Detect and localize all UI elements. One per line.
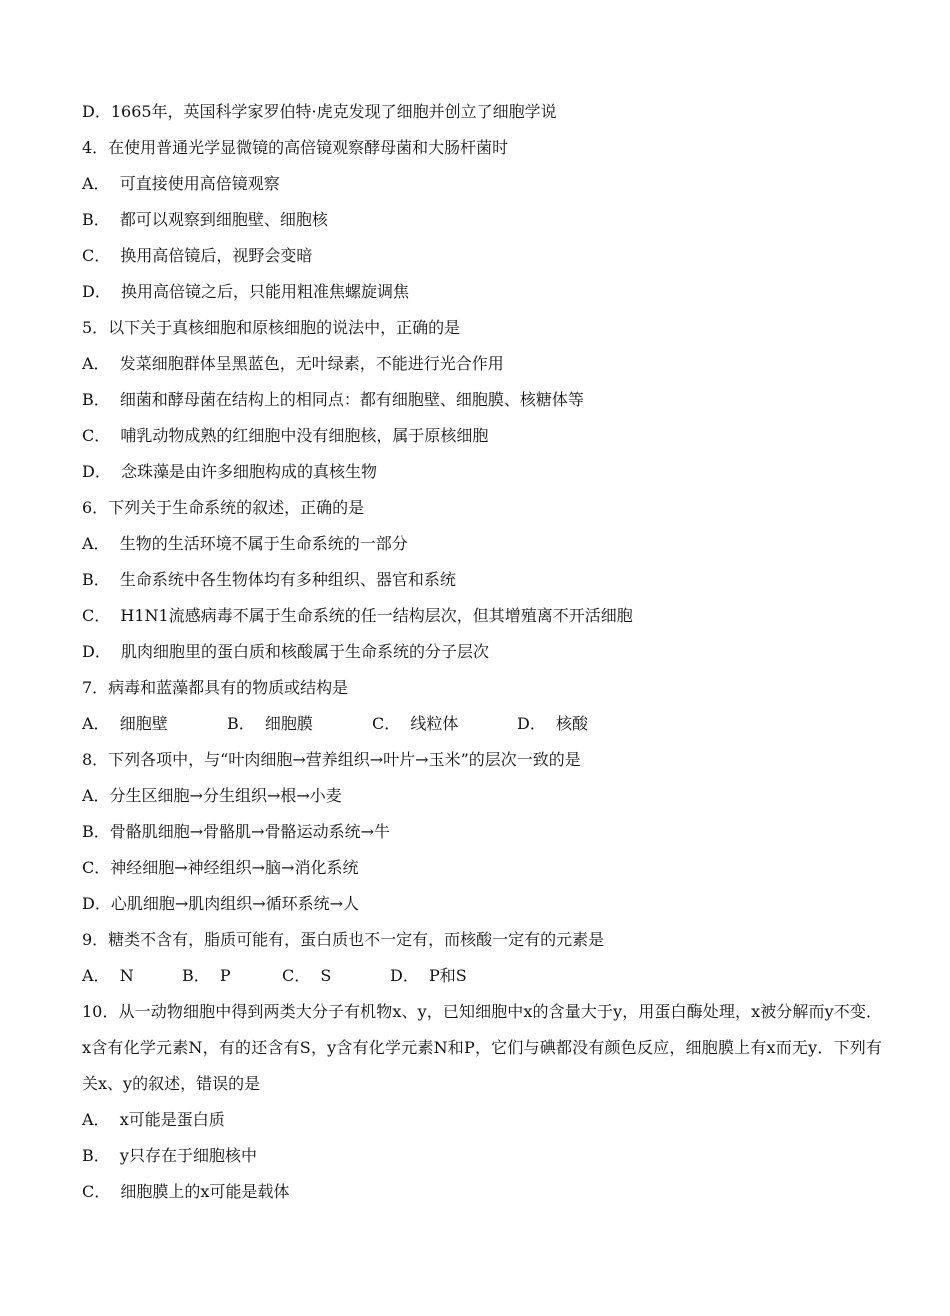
q3-option-d: D．1665年，英国科学家罗伯特·虎克发现了细胞并创立了细胞学说 [82,102,557,121]
q7-option-b: B． 细胞膜 [227,714,313,733]
q7-option-d: D． 核酸 [517,714,589,733]
q5-stem: 5．以下关于真核细胞和原核细胞的说法中，正确的是 [82,318,461,337]
q8-option-c: C．神经细胞→神经组织→脑→消化系统 [82,858,359,877]
q10-option-b: B． y只存在于细胞核中 [82,1146,257,1165]
q6-stem: 6．下列关于生命系统的叙述，正确的是 [82,498,365,517]
q4-option-d: D． 换用高倍镜之后，只能用粗准焦螺旋调焦 [82,282,410,301]
q9-stem: 9．糖类不含有，脂质可能有，蛋白质也不一定有，而核酸一定有的元素是 [82,930,605,949]
q7-stem: 7．病毒和蓝藻都具有的物质或结构是 [82,678,349,697]
q8-option-d: D．心肌细胞→肌肉组织→循环系统→人 [82,894,360,913]
q4-stem: 4．在使用普通光学显微镜的高倍镜观察酵母菌和大肠杆菌时 [82,138,509,157]
q8-option-b: B．骨骼肌细胞→骨骼肌→骨骼运动系统→牛 [82,822,390,841]
q7-option-c: C． 线粒体 [372,714,459,733]
q5-option-a: A． 发菜细胞群体呈黑蓝色，无叶绿素，不能进行光合作用 [82,354,504,373]
q10-option-c: C． 细胞膜上的x可能是载体 [82,1182,290,1201]
q8-stem: 8．下列各项中，与“叶肉细胞→营养组织→叶片→玉米”的层次一致的是 [82,750,581,769]
q4-option-b: B． 都可以观察到细胞壁、细胞核 [82,210,328,229]
q9-option-d: D． P和S [390,966,467,985]
q7-option-a: A． 细胞壁 [82,714,168,733]
q5-option-d: D． 念珠藻是由许多细胞构成的真核生物 [82,462,378,481]
q7-options [82,706,882,742]
q8-option-a: A．分生区细胞→分生组织→根→小麦 [82,786,342,805]
q9-option-b: B． P [182,966,231,985]
q10-stem: 10．从一动物细胞中得到两类大分子有机物x、y，已知细胞中x的含量大于y，用蛋白酶处理，x被分解而y不变．x含有化学元素N，有的还含有S，y含有化学元素N和P，它们与碘都没有颜色反应，细胞膜上有x而无y．下列有关x、y的叙述，错误的是 [82,1002,882,1093]
q6-option-c: C． H1N1流感病毒不属于生命系统的任一结构层次，但其增殖离不开活细胞 [82,606,633,625]
q6-option-a: A． 生物的生活环境不属于生命系统的一部分 [82,534,408,553]
q10-option-a: A． x可能是蛋白质 [82,1110,225,1129]
q9-option-c: C． S [282,966,332,985]
q5-option-c: C． 哺乳动物成熟的红细胞中没有细胞核，属于原核细胞 [82,426,489,445]
q9-option-a: A． N [82,966,134,985]
q4-option-c: C． 换用高倍镜后，视野会变暗 [82,246,313,265]
q6-option-b: B． 生命系统中各生物体均有多种组织、器官和系统 [82,570,456,589]
q9-options [82,958,882,994]
q5-option-b: B． 细菌和酵母菌在结构上的相同点：都有细胞壁、细胞膜、核糖体等 [82,390,584,409]
q6-option-d: D． 肌肉细胞里的蛋白质和核酸属于生命系统的分子层次 [82,642,490,661]
exam-page [82,94,882,1210]
q4-option-a: A． 可直接使用高倍镜观察 [82,174,280,193]
